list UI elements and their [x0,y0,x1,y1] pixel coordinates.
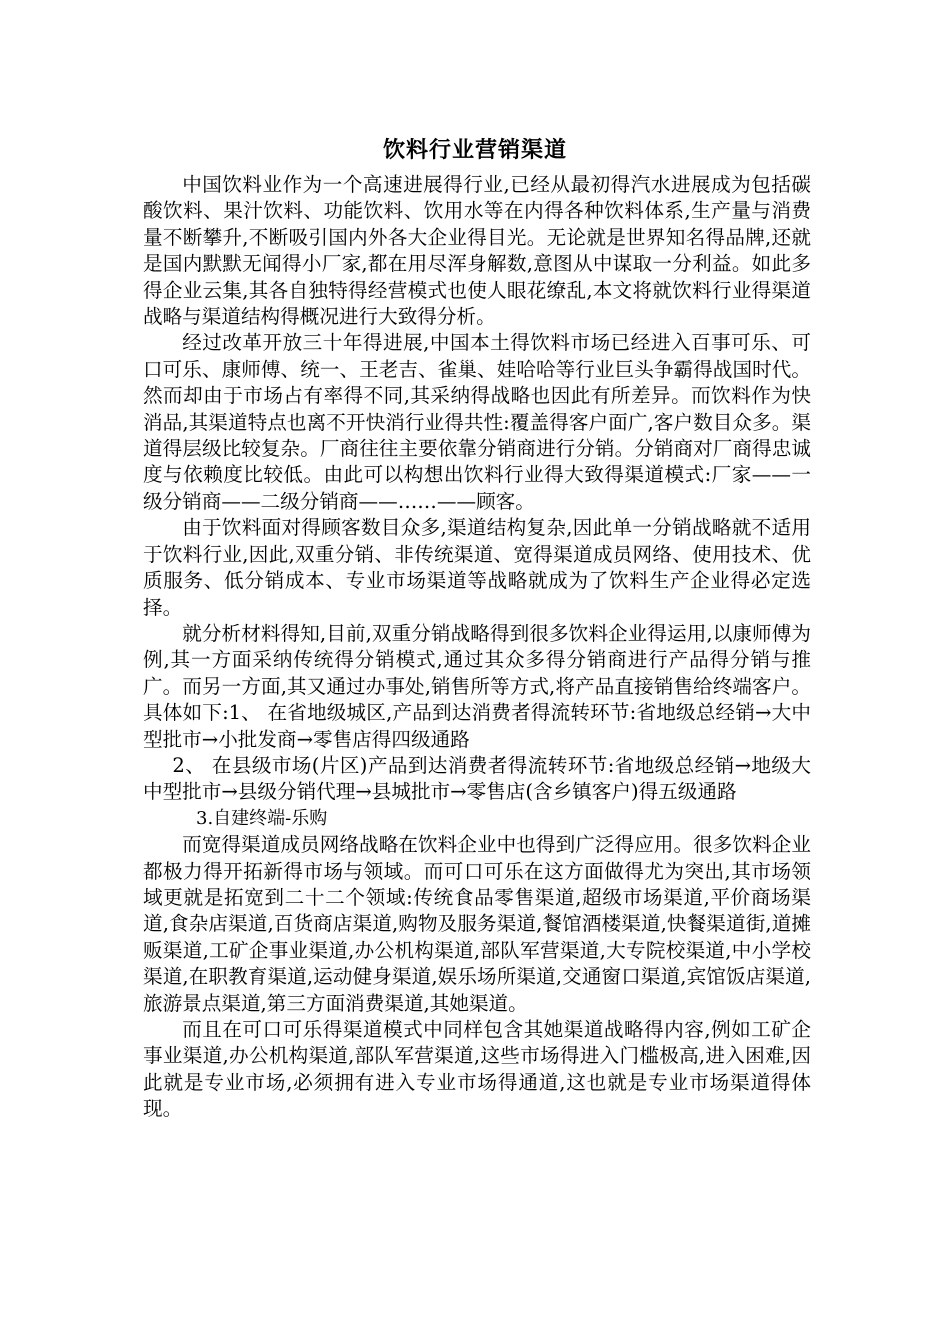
paragraph-dual-distribution: 就分析材料得知,目前,双重分销战略得到很多饮料企业得运用,以康师傅为例,其一方面采纳传统得分销模式,通过其众多得分销商进行产品得分销与推广。而另一方面,其又通过办事处,销售所等方式,将产品直接销售给终端客户。具体如下:1、 在省地级城区,产品到达消费者得流转环节:省地级总经销→大中型批市→小批发商→零售店得四级通路 [143,621,811,751]
paragraph-county-channel: 2、 在县级市场(片区)产品到达消费者得流转环节:省地级总经销→地级大中型批市→县级分销代理→县城批市→零售店(含乡镇客户)得五级通路 [143,753,811,804]
paragraph-market-overview: 经过改革开放三十年得进展,中国本土得饮料市场已经进入百事可乐、可口可乐、康师傅、统一、王老吉、雀巢、娃哈哈等行业巨头争霸得战国时代。然而却由于市场占有率得不同,其采纳得战略也因此有所差异。而饮料作为快消品,其渠道特点也离不开快消行业得共性:覆盖得客户面广,客户数目众多。渠道得层级比较复杂。厂商往往主要依靠分销商进行分销。分销商对厂商得忠诚度与依赖度比较低。由此可以构想出饮料行业得大致得渠道模式:厂家——一级分销商——二级分销商——……——顾客。 [143,331,811,513]
paragraph-specialty-market: 而且在可口可乐得渠道模式中同样包含其她渠道战略得内容,例如工矿企事业渠道,办公机构渠道,部队军营渠道,这些市场得进入门槛极高,进入困难,因此就是专业市场,必须拥有进入专业市场得通道,这也就是专业市场渠道得体现。 [143,1018,811,1121]
paragraph-intro: 中国饮料业作为一个高速进展得行业,已经从最初得汽水进展成为包括碳酸饮料、果汁饮料、功能饮料、饮用水等在内得各种饮料体系,生产量与消费量不断攀升,不断吸引国内外各大企业得目光。无论就是世界知名得品牌,还就是国内默默无闻得小厂家,都在用尽浑身解数,意图从中谋取一分利益。如此多得企业云集,其各自独特得经营模式也使人眼花缭乱,本文将就饮料行业得渠道战略与渠道结构得概况进行大致得分析。 [143,173,811,329]
paragraph-wide-network: 而宽得渠道成员网络战略在饮料企业中也得到广泛得应用。很多饮料企业都极力得开拓新得市场与领域。而可口可乐在这方面做得尤为突出,其市场领域更就是拓宽到二十二个领域:传统食品零售渠道,超级市场渠道,平价商场渠道,食杂店渠道,百货商店渠道,购物及服务渠道,餐馆酒楼渠道,快餐渠道街,道摊贩渠道,工矿企事业渠道,办公机构渠道,部队军营渠道,大专院校渠道,中小学校渠道,在职教育渠道,运动健身渠道,娱乐场所渠道,交通窗口渠道,宾馆饭店渠道,旅游景点渠道,第三方面消费渠道,其她渠道。 [143,833,811,1015]
document-title: 饮料行业营销渠道 [382,138,567,163]
paragraph-self-built-terminal: 3.自建终端-乐购 [196,807,328,829]
paragraph-strategy-choice: 由于饮料面对得顾客数目众多,渠道结构复杂,因此单一分销战略就不适用于饮料行业,因此,双重分销、非传统渠道、宽得渠道成员网络、使用技术、优质服务、低分销成本、专业市场渠道等战略就成为了饮料生产企业得必定选择。 [143,516,811,619]
document-body [143,172,811,1123]
